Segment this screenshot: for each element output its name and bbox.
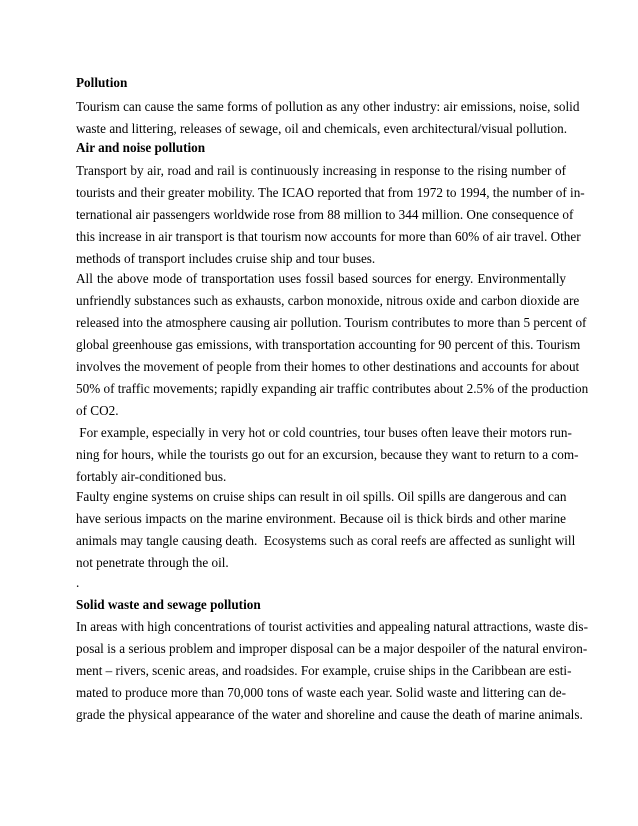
text-line: For example, especially in very hot or cold countries, tour buses often leave their motors run-	[76, 425, 572, 440]
text-line: waste and littering, releases of sewage, oil and chemicals, even architectural/visual pollution.	[76, 121, 568, 136]
text-line: unfriendly substances such as exhausts, carbon monoxide, nitrous oxide and carbon dioxide are	[76, 293, 580, 308]
text-line: released into the atmosphere causing air pollution. Tourism contributes to more than 5 percent of	[76, 315, 587, 330]
text-line: .	[76, 575, 80, 590]
text-line: Faulty engine systems on cruise ships can result in oil spills. Oil spills are dangerous and can	[76, 489, 567, 504]
text-line: In areas with high concentrations of tourist activities and appealing natural attractions, waste dis-	[76, 619, 588, 634]
text-line: this increase in air transport is that tourism now accounts for more than 60% of air travel. Other	[76, 229, 581, 244]
text-line: involves the movement of people from their homes to other destinations and accounts for about	[76, 359, 580, 374]
text-line: grade the physical appearance of the water and shoreline and cause the death of marine animals.	[76, 707, 583, 722]
heading-pollution: Pollution	[76, 75, 128, 90]
text-line: ning for hours, while the tourists go out for an excursion, because they want to return to a com-	[76, 447, 579, 462]
text-line: fortably air-conditioned bus.	[76, 469, 227, 484]
heading-air-noise: Air and noise pollution	[76, 140, 206, 155]
heading-solid-waste: Solid waste and sewage pollution	[76, 597, 261, 612]
text-line: mated to produce more than 70,000 tons of waste each year. Solid waste and littering can de-	[76, 685, 566, 700]
text-line: ment – rivers, scenic areas, and roadsides. For example, cruise ships in the Caribbean are esti-	[76, 663, 572, 678]
text-line: Tourism can cause the same forms of pollution as any other industry: air emissions, noise, solid	[76, 99, 580, 114]
text-line: ternational air passengers worldwide rose from 88 million to 344 million. One consequence of	[76, 207, 574, 222]
text-line: 50% of traffic movements; rapidly expanding air traffic contributes about 2.5% of the production	[76, 381, 589, 396]
text-line: tourists and their greater mobility. The ICAO reported that from 1972 to 1994, the number of in-	[76, 185, 585, 200]
text-line: Transport by air, road and rail is continuously increasing in response to the rising number of	[76, 163, 566, 178]
text-line: animals may tangle causing death. Ecosystems such as coral reefs are affected as sunlight will	[76, 533, 576, 548]
text-line: not penetrate through the oil.	[76, 555, 229, 570]
text-line: global greenhouse gas emissions, with transportation accounting for 90 percent of this. Tourism	[76, 337, 581, 352]
text-line: of CO2.	[76, 403, 119, 418]
text-line: methods of transport includes cruise ship and tour buses.	[76, 251, 376, 266]
text-line: have serious impacts on the marine environment. Because oil is thick birds and other marine	[76, 511, 566, 526]
text-line: All the above mode of transportation uses fossil based sources for energy. Environmentally	[76, 271, 566, 286]
text-line: posal is a serious problem and improper disposal can be a major despoiler of the natural environ-	[76, 641, 588, 656]
